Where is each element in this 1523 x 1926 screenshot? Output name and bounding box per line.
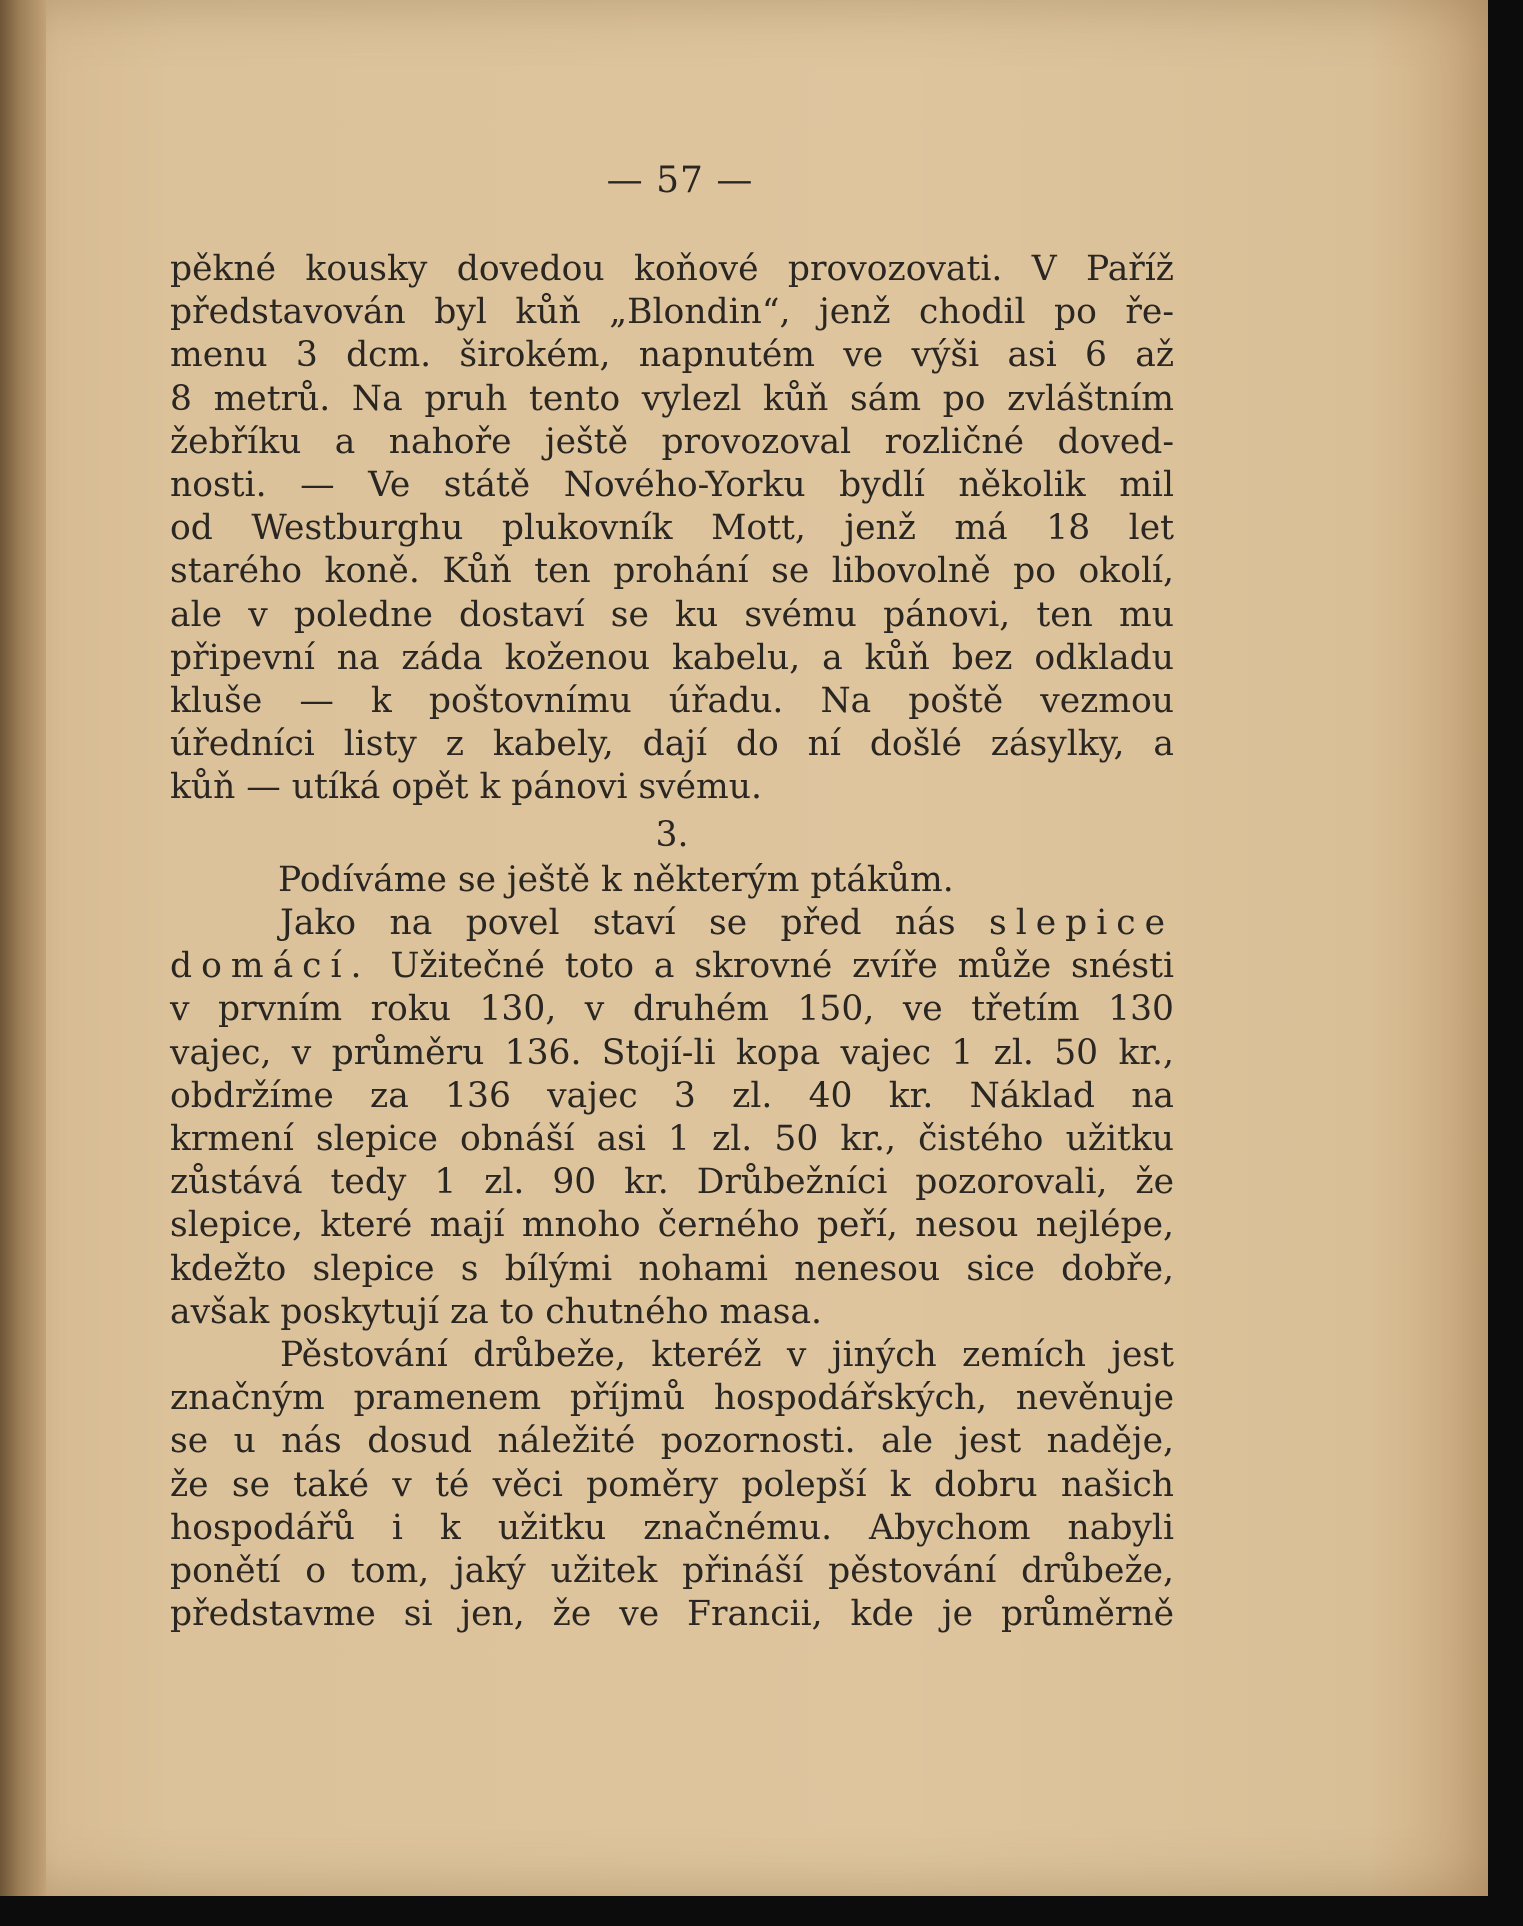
text-line <box>170 902 1174 945</box>
text-line: nosti. — Ve státě Nového-Yorku bydlí několik mil <box>170 465 1174 506</box>
text-line: úředníci listy z kabely, dají do ní došlé zásylky, a <box>170 724 1174 765</box>
text-line: hospodářů i k užitku značnému. Abychom nabyli <box>170 1507 1174 1548</box>
text-line: se u nás dosud náležité pozornosti. ale jest naděje, <box>170 1421 1174 1462</box>
text-line: že se také v té věci poměry polepší k dobru našich <box>170 1464 1174 1505</box>
text-line: ponětí o tom, jaký užitek přináší pěstování drůbeže, <box>170 1551 1174 1592</box>
text-line: avšak poskytují za to chutného masa. <box>170 1291 822 1332</box>
section-number: 3. <box>655 814 689 855</box>
text-line: značným pramenem příjmů hospodářských, nevěnuje <box>170 1378 1174 1419</box>
intro-line: Podíváme se ještě k některým ptákům. <box>278 859 954 900</box>
scan-edge-bottom <box>0 1896 1523 1926</box>
paragraph-3 <box>170 1334 1174 1636</box>
text-line: starého koně. Kůň ten prohání se libovolně po okolí, <box>170 551 1174 592</box>
text-segment: Jako na povel staví se před nás <box>280 903 956 944</box>
text-line: obdržíme za 136 vajec 3 zl. 40 kr. Náklad na <box>170 1075 1174 1116</box>
text-line: kluše — k poštovnímu úřadu. Na poště vezmou <box>170 681 1174 722</box>
text-segment: Užitečné toto a skrovné zvíře může snésti <box>390 946 1174 987</box>
text-line: slepice, které mají mnoho černého peří, nesou nejlépe, <box>170 1205 1174 1246</box>
paragraph-1 <box>170 248 1174 810</box>
text-line: kdežto slepice s bílými nohami nenesou sice dobře, <box>170 1248 1174 1289</box>
text-line: ale v poledne dostaví se ku svému pánovi, ten mu <box>170 594 1174 635</box>
text-line: menu 3 dcm. širokém, napnutém ve výši asi 6 až <box>170 335 1174 376</box>
text-line: krmení slepice obnáší asi 1 zl. 50 kr., čistého užitku <box>170 1119 1174 1160</box>
text-line: představme si jen, že ve Francii, kde je průměrně <box>170 1594 1174 1635</box>
page-text <box>170 248 1174 1637</box>
text-line: kůň — utíká opět k pánovi svému. <box>170 767 762 808</box>
text-line: žebříku a nahoře ještě provozoval rozličné doved- <box>170 421 1174 462</box>
text-line <box>170 945 1174 988</box>
emphasized-term: slepice <box>988 903 1174 944</box>
text-line: připevní na záda koženou kabelu, a kůň bez odkladu <box>170 637 1174 678</box>
text-line: zůstává tedy 1 zl. 90 kr. Drůbežníci pozorovali, že <box>170 1162 1174 1203</box>
emphasized-term: domácí. <box>170 946 371 987</box>
text-line: vajec, v průměru 136. Stojí-li kopa vajec 1 zl. 50 kr., <box>170 1032 1174 1073</box>
text-line: v prvním roku 130, v druhém 150, ve třetím 130 <box>170 989 1174 1030</box>
scan-edge-right <box>1488 0 1523 1926</box>
text-line: představován byl kůň „Blondin“, jenž chodil po ře- <box>170 292 1174 333</box>
text-line: 8 metrů. Na pruh tento vylezl kůň sám po zvláštním <box>170 378 1174 419</box>
page-number: — 57 — <box>606 160 754 201</box>
page-gutter <box>0 0 46 1896</box>
paragraph-2 <box>170 902 1174 1334</box>
text-line: pěkné kousky dovedou koňové provozovati. V Paříž <box>170 249 1174 289</box>
text-line: od Westburghu plukovník Mott, jenž má 18 let <box>170 508 1174 549</box>
text-line: Pěstování drůbeže, kteréž v jiných zemích jest <box>280 1335 1174 1376</box>
